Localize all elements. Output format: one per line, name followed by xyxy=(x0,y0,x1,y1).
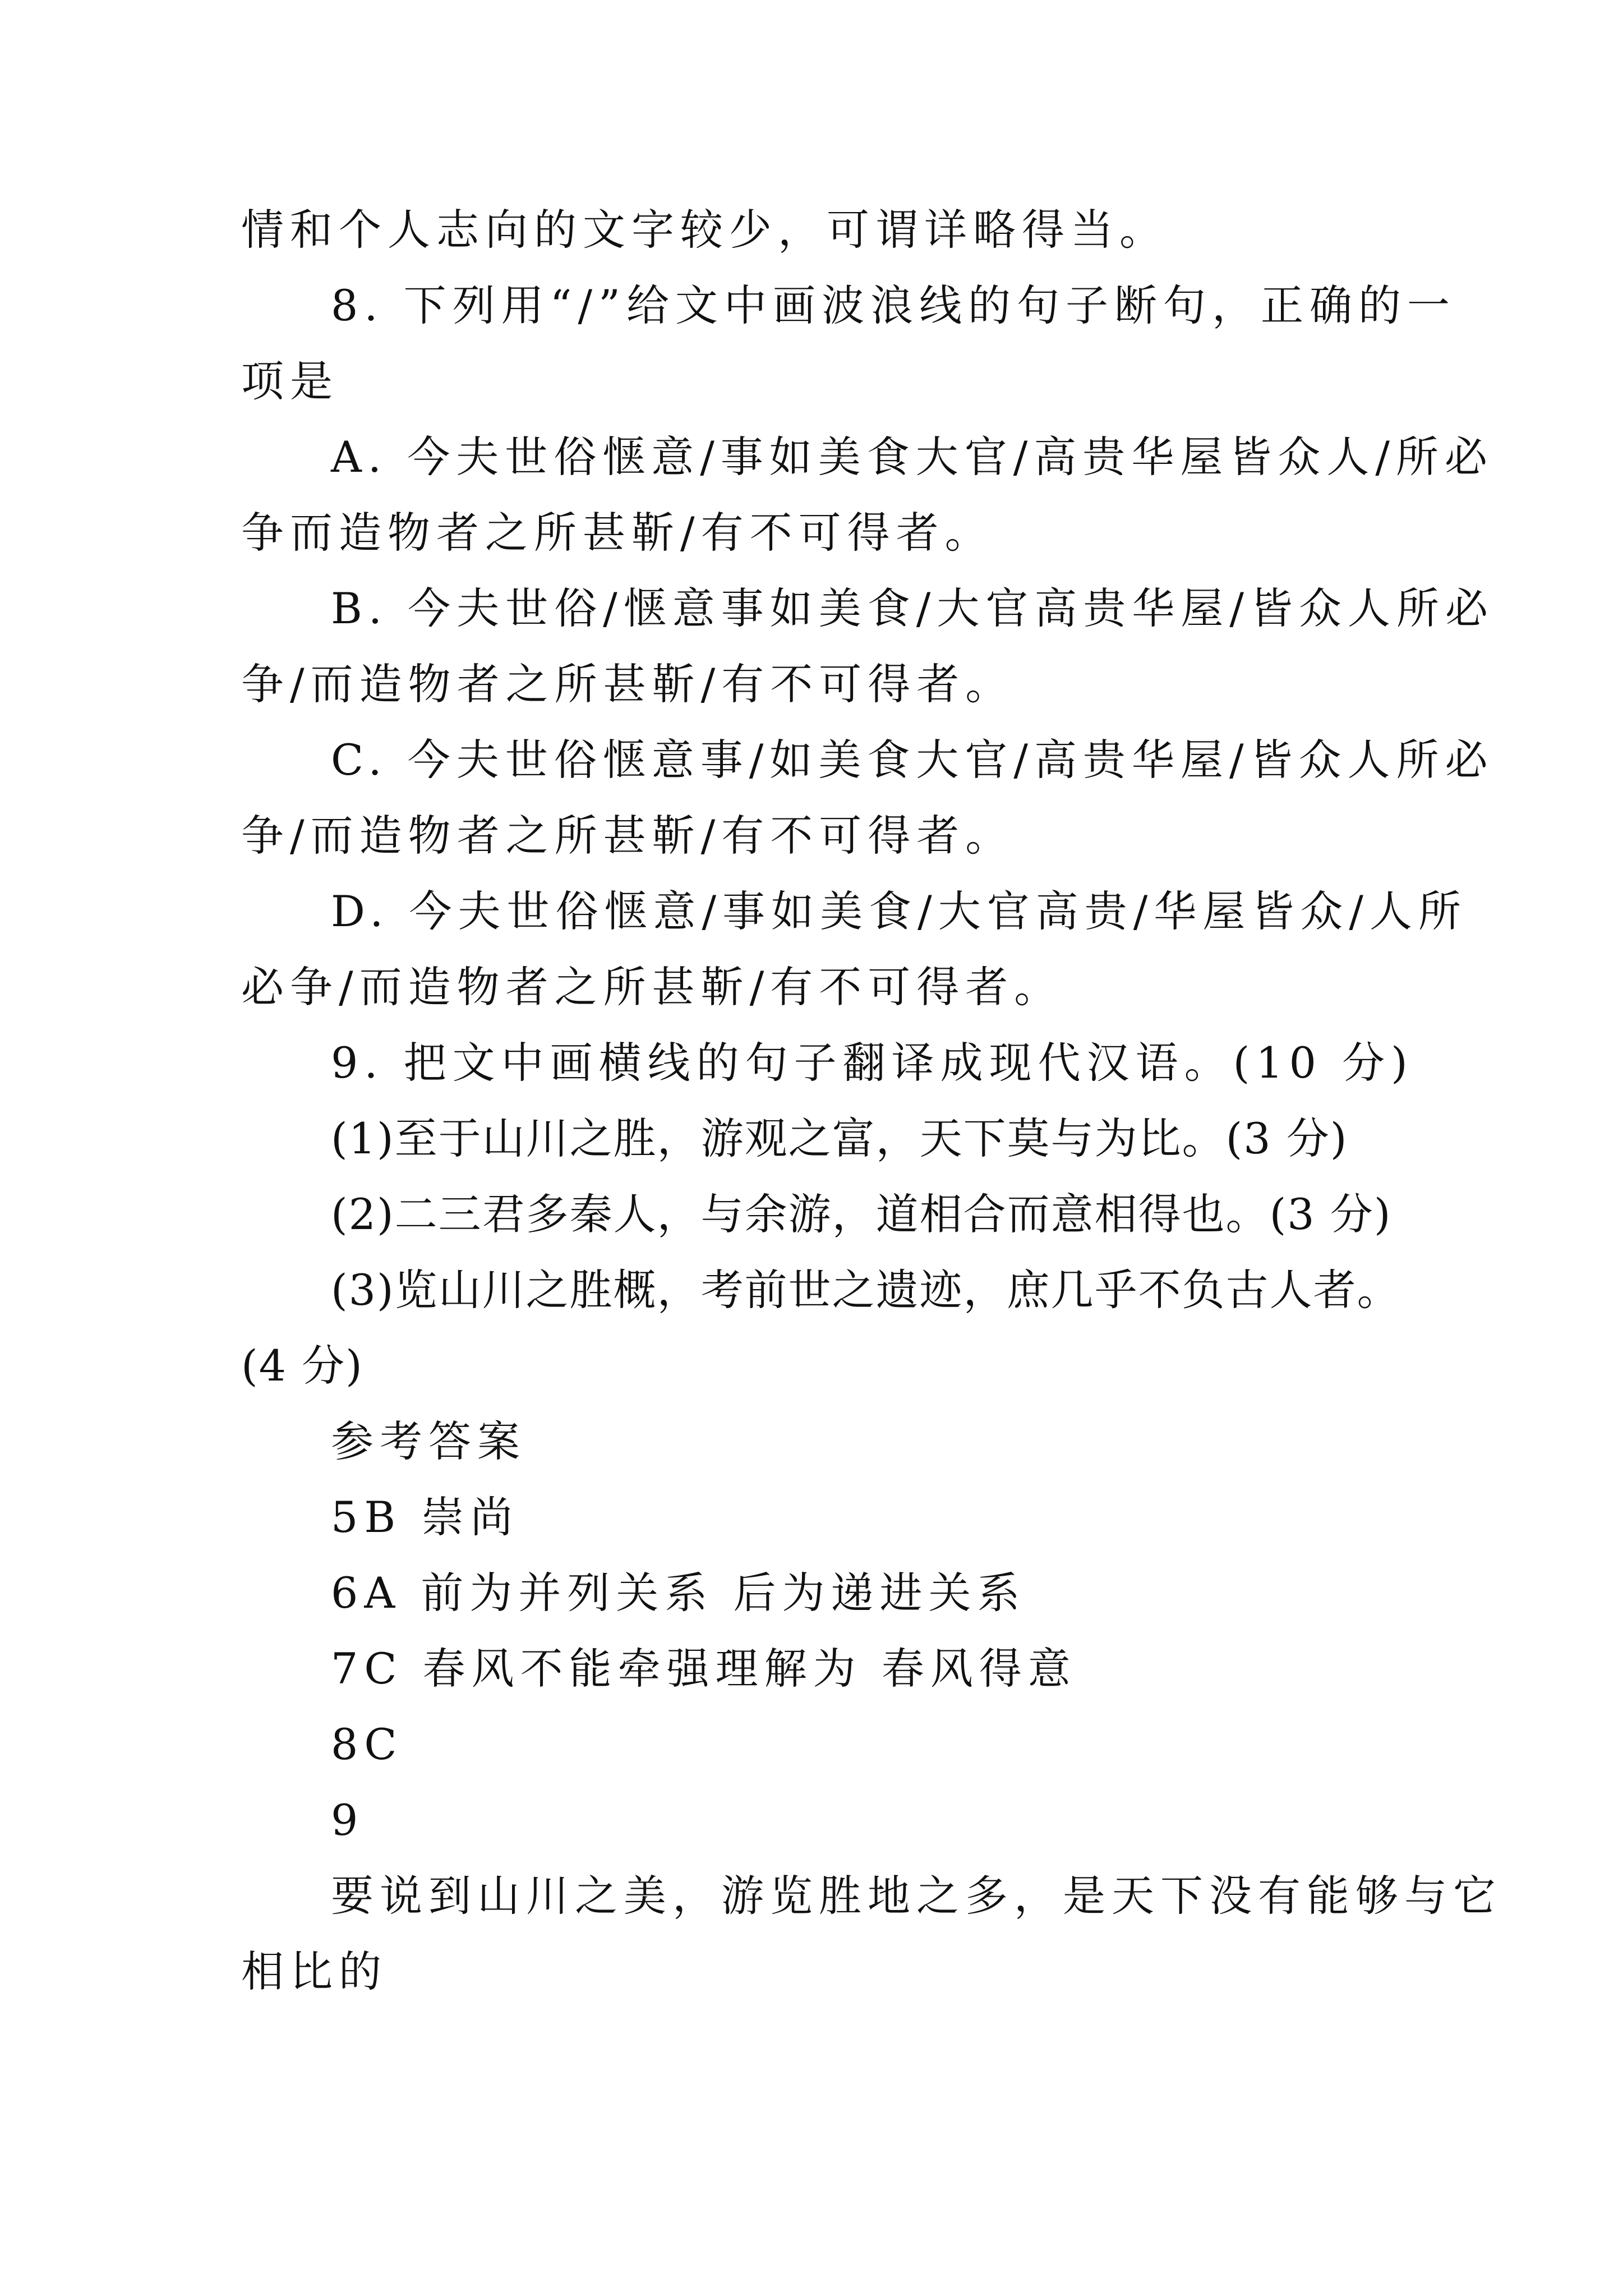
answer-9-translation: 要说到山川之美，游览胜地之多，是天下没有能够与它 xyxy=(331,1871,1502,1921)
answer-9-translation-cont: 相比的 xyxy=(241,1947,388,1996)
answer-9-label: 9 xyxy=(331,1795,365,1845)
option-c: C. 今夫世俗惬意事/如美食大官/高贵华屋/皆众人所必 xyxy=(331,735,1494,785)
option-d: D. 今夫世俗惬意/事如美食/大官高贵/华屋皆众/人所 xyxy=(331,886,1467,936)
option-a: A. 今夫世俗惬意/事如美食大官/高贵华屋皆众人/所必 xyxy=(331,432,1494,482)
answer-6: 6A 前为并列关系 后为递进关系 xyxy=(331,1568,1026,1618)
text-line-1: 情和个人志向的文字较少，可谓详略得当。 xyxy=(241,205,1168,255)
option-b-cont: 争/而造物者之所甚靳/有不可得者。 xyxy=(241,659,1015,709)
question-9-part-2: (2)二三君多秦人，与余游，道相合而意相得也。(3 分) xyxy=(331,1189,1392,1239)
option-b: B. 今夫世俗/惬意事如美食/大官高贵华屋/皆众人所必 xyxy=(331,583,1494,633)
answer-5: 5B 崇尚 xyxy=(331,1492,519,1542)
question-9-part-1: (1)至于山川之胜，游观之富，天下莫与为比。(3 分) xyxy=(331,1114,1348,1163)
question-9-stem: 9. 把文中画横线的句子翻译成现代汉语。(10 分) xyxy=(331,1038,1414,1088)
question-8-stem: 8. 下列用“/”给文中画波浪线的句子断句，正确的一 xyxy=(331,280,1456,330)
answer-heading: 参考答案 xyxy=(331,1416,526,1466)
option-a-cont: 争而造物者之所甚靳/有不可得者。 xyxy=(241,508,994,558)
question-9-part-3-cont: (4 分) xyxy=(241,1341,363,1391)
question-9-part-3: (3)览山川之胜概，考前世之遗迹，庶几乎不负古人者。 xyxy=(331,1265,1401,1315)
answer-7: 7C 春风不能牵强理解为 春风得意 xyxy=(331,1644,1077,1694)
option-d-cont: 必争/而造物者之所甚靳/有不可得者。 xyxy=(241,962,1063,1012)
question-8-stem-cont: 项是 xyxy=(241,356,339,406)
answer-8: 8C xyxy=(331,1719,403,1769)
option-c-cont: 争/而造物者之所甚靳/有不可得者。 xyxy=(241,811,1015,861)
